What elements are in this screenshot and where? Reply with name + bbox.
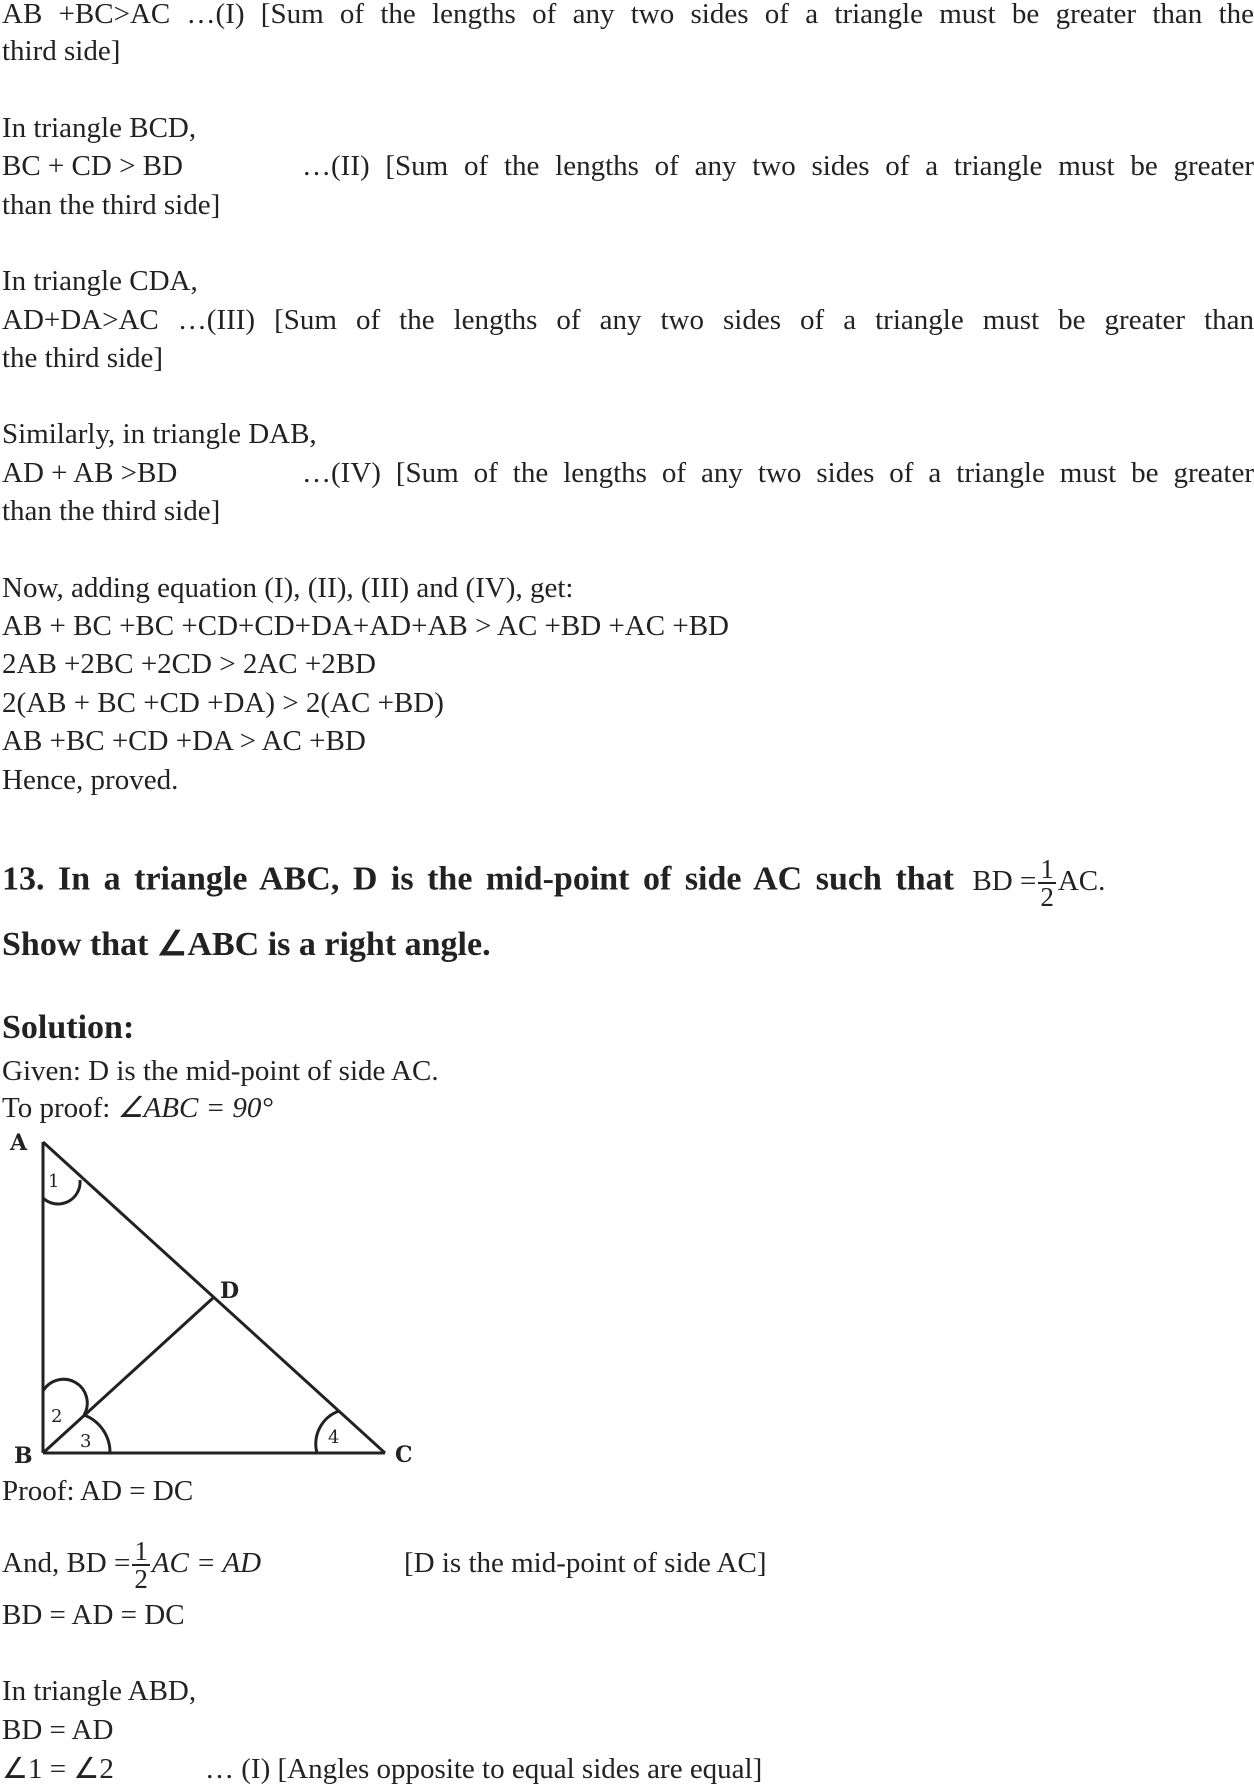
formula-rhs: AC. — [1057, 864, 1106, 897]
angle-2-label: 2 — [51, 1406, 63, 1427]
triangle-figure — [0, 1125, 440, 1475]
fraction — [132, 1536, 150, 1595]
angle-4-label: 4 — [328, 1427, 340, 1448]
text-line: Now, adding equation (I), (II), (III) and (IV), get: — [2, 572, 574, 604]
text-line — [2, 456, 1254, 490]
numerator: 1 — [134, 1536, 148, 1567]
text-line: Hence, proved. — [2, 764, 179, 796]
denominator: 2 — [134, 1564, 148, 1595]
lhs: ∠1 = ∠2 — [2, 1753, 114, 1785]
reason: …(II) [Sum of the lengths of any two sides of a triangle must be greater — [302, 150, 1254, 182]
text-line: AB +BC>AC …(I) [Sum of the lengths of any two sides of a triangle must be greater than the — [2, 0, 1254, 30]
angle-2-arc — [43, 1379, 87, 1415]
expression: ∠ABC = 90° — [117, 1092, 273, 1124]
proof-line: In triangle ABD, — [2, 1675, 197, 1707]
reason: …(IV) [Sum of the lengths of any two sides of a triangle must be greater — [302, 457, 1254, 489]
text-line: than the third side] — [2, 189, 221, 221]
solution-title: Solution: — [2, 1009, 135, 1046]
label-c: C — [395, 1442, 413, 1468]
reason: [D is the mid-point of side AC] — [404, 1547, 767, 1579]
text-line: AB +BC +CD +DA > AC +BD — [2, 725, 366, 757]
proof-line: Proof: AD = DC — [2, 1475, 194, 1507]
text-line: third side] — [2, 35, 121, 67]
text-line: 2(AB + BC +CD +DA) > 2(AC +BD) — [2, 687, 444, 719]
denominator: 2 — [1040, 882, 1054, 912]
proof-line: BD = AD = DC — [2, 1599, 185, 1631]
to-proof-line — [2, 1091, 1254, 1125]
reason: … (I) [Angles opposite to equal sides are equal] — [205, 1753, 763, 1785]
question-text: 13. In a triangle ABC, D is the mid-point of side AC such that — [2, 860, 954, 898]
rhs: AC = AD — [151, 1547, 262, 1579]
label-b: B — [14, 1443, 33, 1469]
label-d: D — [220, 1278, 240, 1304]
text-line: than the third side] — [2, 495, 221, 527]
angle-1-label: 1 — [48, 1171, 60, 1192]
proof-line — [2, 1533, 1254, 1593]
formula-lhs: BD = — [972, 864, 1037, 897]
text-line: In triangle CDA, — [2, 265, 198, 297]
fraction — [1038, 856, 1056, 910]
proof-line: BD = AD — [2, 1714, 114, 1746]
lhs: And, BD = — [2, 1547, 131, 1579]
angle-3-label: 3 — [80, 1431, 92, 1452]
segment-bd — [43, 1298, 213, 1453]
label-a: A — [10, 1130, 28, 1156]
proof-line — [2, 1752, 1254, 1786]
inequality: BC + CD > BD — [2, 150, 183, 182]
text-line: In triangle BCD, — [2, 112, 197, 144]
inequality: AD + AB >BD — [2, 457, 178, 489]
text-line: AB + BC +BC +CD+CD+DA+AD+AB > AC +BD +AC +BD — [2, 610, 729, 642]
given-line: Given: D is the mid-point of side AC. — [2, 1055, 439, 1087]
text-line: the third side] — [2, 342, 164, 374]
text-line: Similarly, in triangle DAB, — [2, 418, 317, 450]
question-heading — [2, 854, 1254, 912]
question-formula — [972, 854, 1106, 912]
numerator: 1 — [1040, 854, 1054, 884]
text-line — [2, 149, 1254, 183]
text-line: AD+DA>AC …(III) [Sum of the lengths of any two sides of a triangle must be greater than — [2, 304, 1254, 336]
question-heading-2: Show that ∠ABC is a right angle. — [2, 926, 491, 963]
text-line: 2AB +2BC +2CD > 2AC +2BD — [2, 648, 376, 680]
label: To proof: — [2, 1092, 111, 1124]
